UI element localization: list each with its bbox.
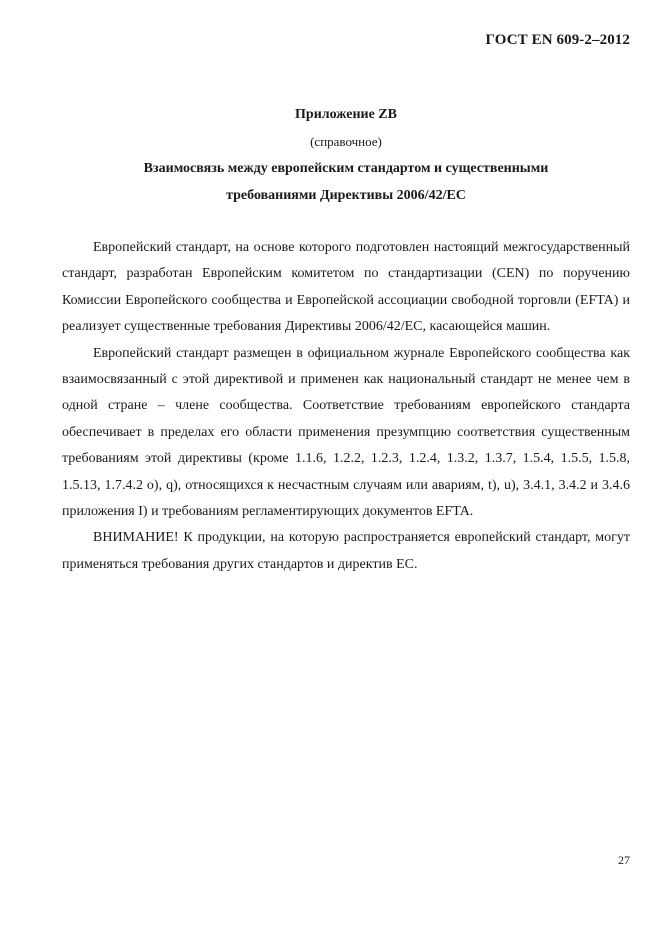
appendix-heading-line-2: требованиями Директивы 2006/42/ЕС: [226, 188, 466, 203]
paragraph-attention: ВНИМАНИЕ! К продукции, на которую распространяется европейский стандарт, могут применяться требования других стандартов и директив ЕС.: [62, 530, 630, 572]
page-number: 27: [618, 853, 630, 867]
paragraph-standard-origin: Европейский стандарт, на основе которого подготовлен настоящий межгосударственный стандарт, разработан Европейским комитетом по стандартизации (CEN) по поручению Комиссии Европейского сообщества и Европейской ассоциации свободной торговли (EFTA) и реализует существенные требования Директивы 2006/42/ЕС, касающейся машин.: [62, 240, 630, 335]
appendix-note: (справочное): [310, 134, 382, 149]
appendix-title: Приложение ZB: [295, 107, 397, 122]
appendix-title-block: [60, 105, 632, 209]
appendix-heading-line-1: Взаимосвязь между европейским стандартом и существенными: [143, 161, 549, 176]
standard-code-header: ГОСТ EN 609-2–2012: [485, 32, 630, 48]
paragraph-official-journal: Европейский стандарт размещен в официальном журнале Европейского сообщества как взаимосвязанный с этой директивой и применен как национальный стандарт не менее чем в одной стране – члене сообщества. Соответствие требованиям европейского стандарта обеспечивает в пределах его области применения презумпцию соответствия существенным требованиям этой директивы (кроме 1.1.6, 1.2.2, 1.2.3, 1.2.4, 1.3.2, 1.3.7, 1.5.4, 1.5.5, 1.5.8, 1.5.13, 1.7.4.2 o), q), относящихся к несчастным случаям или авариям, t), u), 3.4.1, 3.4.2 и 3.4.6 приложения I) и требованиям регламентирующих документов EFTA.: [62, 345, 630, 520]
body-text: [62, 235, 630, 578]
appendix-heading: [60, 155, 632, 209]
